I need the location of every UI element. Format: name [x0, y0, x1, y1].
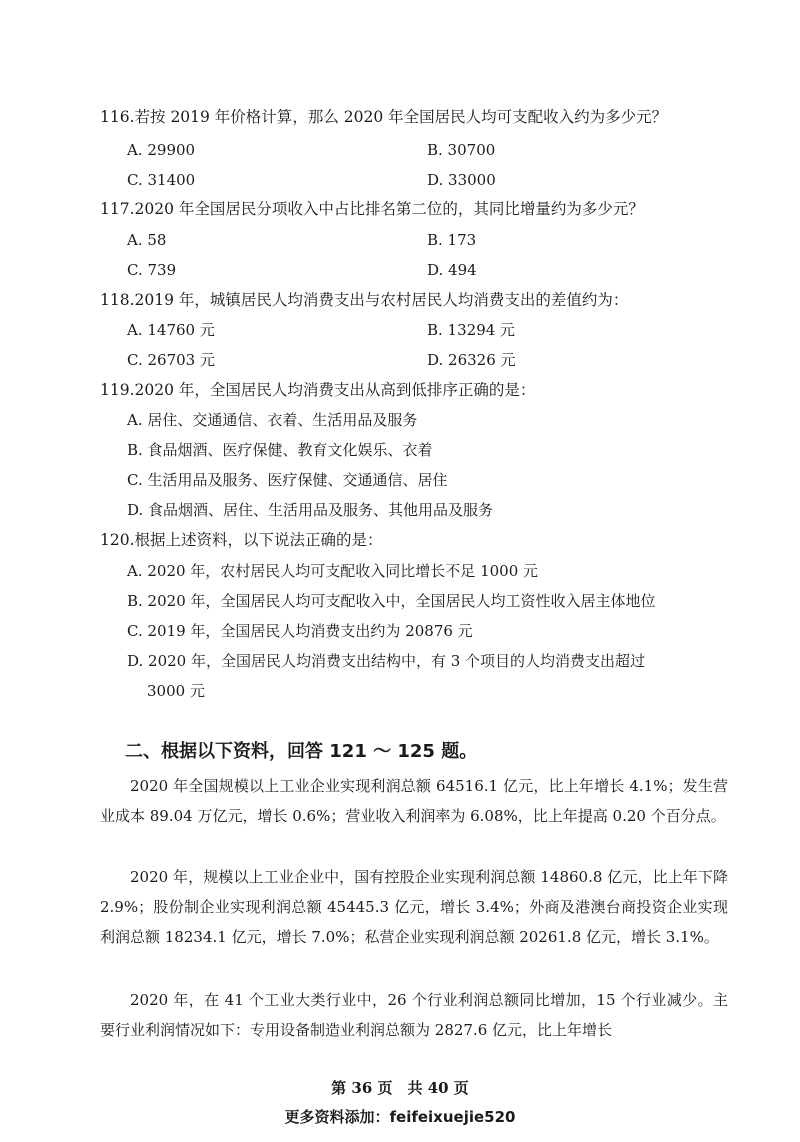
question-118-option-a: A. 14760 元	[127, 321, 215, 339]
question-117-option-a: A. 58	[127, 231, 167, 249]
question-120-option-c: C. 2019 年，全国居民人均消费支出约为 20876 元	[127, 622, 473, 640]
question-120-option-b: B. 2020 年，全国居民人均可支配收入中，全国居民人均工资性收入居主体地位	[127, 592, 656, 610]
question-118-stem: 118.2019 年，城镇居民人均消费支出与农村居民人均消费支出的差值约为：	[100, 291, 629, 309]
question-118-option-b: B. 13294 元	[427, 321, 516, 339]
question-117-option-c: C. 739	[127, 261, 177, 279]
paragraph-3	[100, 985, 728, 1045]
question-120-stem: 120.根据上述资料，以下说法正确的是：	[100, 531, 383, 549]
question-117-option-b: B. 173	[427, 231, 477, 249]
page-number: 第 36 页 共 40 页	[331, 1079, 469, 1097]
question-117-option-d: D. 494	[427, 261, 477, 279]
question-119-option-c: C. 生活用品及服务、医疗保健、交通通信、居住	[127, 471, 448, 489]
question-117-stem: 117.2020 年全国居民分项收入中占比排名第二位的，其同比增量约为多少元？	[100, 200, 644, 218]
question-116-option-c: C. 31400	[127, 171, 196, 189]
question-119-stem: 119.2020 年，全国居民人均消费支出从高到低排序正确的是：	[100, 381, 536, 399]
paragraph-1-text: 2020 年全国规模以上工业企业实现利润总额 64516.1 亿元，比上年增长 4.1%；发生营业成本 89.04 万亿元，增长 0.6%；营业收入利润率为 6.08%，比上年提高 0.20 个百分点。	[100, 777, 728, 825]
question-116-stem: 116.若按 2019 年价格计算，那么 2020 年全国居民人均可支配收入约为多少元？	[100, 108, 668, 126]
question-116-option-d: D. 33000	[427, 171, 496, 189]
question-119-option-b: B. 食品烟酒、医疗保健、教育文化娱乐、衣着	[127, 441, 433, 459]
question-118-option-d: D. 26326 元	[427, 351, 516, 369]
paragraph-2	[100, 862, 728, 952]
question-120-option-d-continuation: 3000 元	[147, 682, 205, 700]
question-118-option-c: C. 26703 元	[127, 351, 215, 369]
paragraph-2-text: 2020 年，规模以上工业企业中，国有控股企业实现利润总额 14860.8 亿元，比上年下降 2.9%；股份制企业实现利润总额 45445.3 亿元，增长 3.4%；外商及港澳台商投资企业实现利润总额 18234.1 亿元，增长 7.0%；私营企业实现利润总额 20261.8 亿元，增长 3.1%。	[100, 868, 728, 946]
paragraph-3-text: 2020 年，在 41 个工业大类行业中，26 个行业利润总额同比增加，15 个行业减少。主要行业利润情况如下：专用设备制造业利润总额为 2827.6 亿元，比上年增长	[100, 991, 728, 1039]
question-116-option-a: A. 29900	[127, 141, 196, 159]
question-119-option-d: D. 食品烟酒、居住、生活用品及服务、其他用品及服务	[127, 501, 494, 519]
question-120-option-a: A. 2020 年，农村居民人均可支配收入同比增长不足 1000 元	[127, 562, 539, 580]
footer-note: 更多资料添加：feifeixuejie520	[284, 1108, 516, 1126]
question-116-option-b: B. 30700	[427, 141, 496, 159]
paragraph-1	[100, 771, 728, 831]
question-119-option-a: A. 居住、交通通信、衣着、生活用品及服务	[127, 411, 418, 429]
section-heading: 二、根据以下资料，回答 121 ～ 125 题。	[125, 741, 478, 762]
question-120-option-d: D. 2020 年，全国居民人均消费支出结构中，有 3 个项目的人均消费支出超过	[127, 652, 646, 670]
